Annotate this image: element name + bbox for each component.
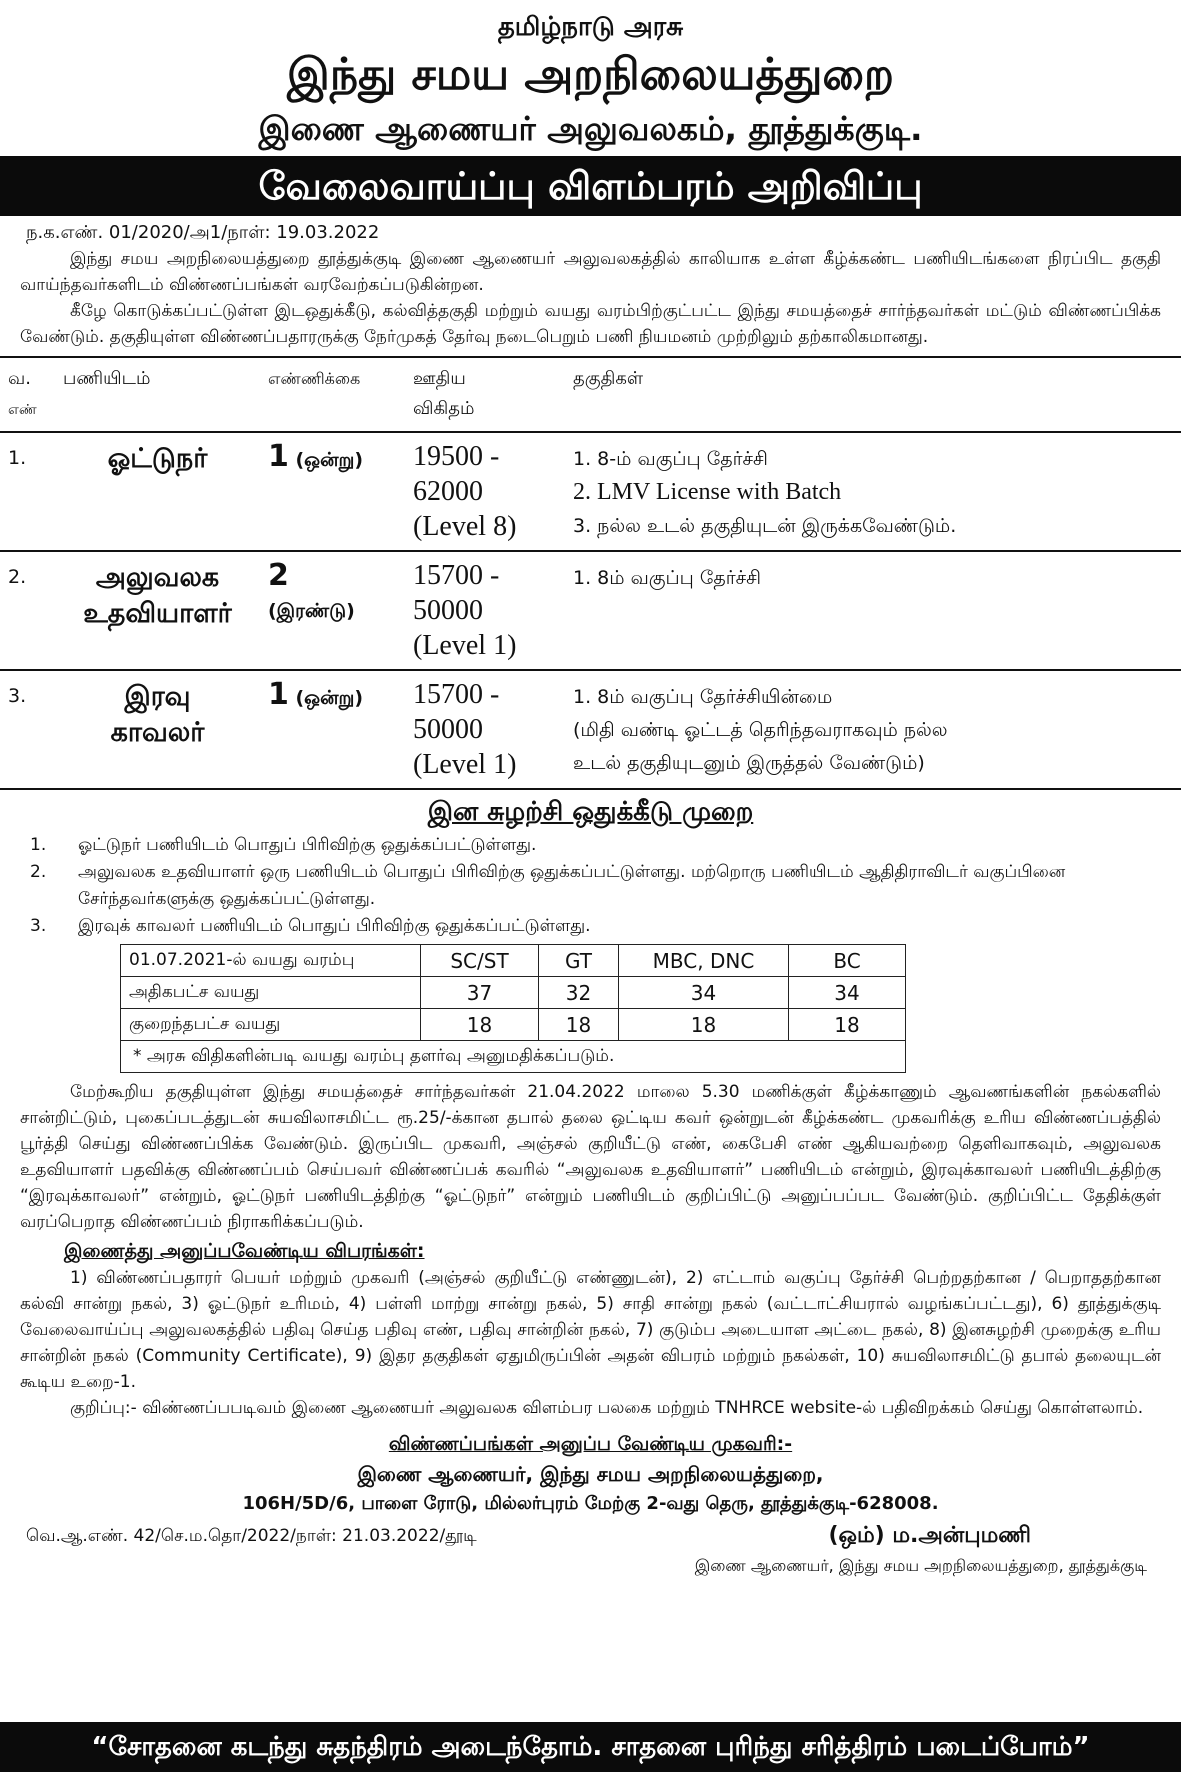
- row-sno: 1.: [0, 432, 55, 551]
- address-line: 106H/5D/6, பாளை ரோடு, மில்லர்புரம் மேற்கு 2-வது தெரு, தூத்துக்குடி-628008.: [242, 1493, 939, 1514]
- department-title: இந்து சமய அறநிலையத்துறை: [287, 49, 894, 100]
- table-row: [0, 670, 1181, 789]
- list-item: 3. இரவுக் காவலர் பணியிடம் பொதுப் பிரிவிற்கு ஒதுக்கப்பட்டுள்ளது.: [30, 916, 591, 936]
- reservation-title: இன சுழற்சி ஒதுக்கீடு முறை: [427, 797, 754, 827]
- intro-paragraph-1: இந்து சமய அறநிலையத்துறை தூத்துக்குடி இணை ஆணையர் அலுவலகத்தில் காலியாக உள்ள கீழ்க்கண்ட பணியிடங்களை நிரப்பிட தகுதி வாய்ந்தவர்களிடம் விண்ணப்பங்கள் வரவேற்கப்படுகின்றன.: [20, 249, 1161, 295]
- address-name: இணை ஆணையர், இந்து சமய அறநிலையத்துறை,: [357, 1462, 824, 1486]
- attachments-title: இணைத்து அனுப்பவேண்டிய விபரங்கள்:: [64, 1240, 425, 1262]
- positions-table: [0, 356, 1181, 790]
- row-count: 1 (ஒன்று): [260, 432, 405, 551]
- row-post: ஓட்டுநர்: [55, 432, 260, 551]
- note-paragraph: குறிப்பு:- விண்ணப்பபடிவம் இணை ஆணையர் அலுவலக விளம்பர பலகை மற்றும் TNHRCE website-ல் பதிவிறக்கம் செய்து கொள்ளலாம்.: [70, 1398, 1144, 1418]
- age-limit-table: [120, 944, 906, 1073]
- row-count: 1 (ஒன்று): [260, 670, 405, 789]
- row-sno: 3.: [0, 670, 55, 789]
- list-item: 2. அலுவலக உதவியாளர் ஒரு பணியிடம் பொதுப் பிரிவிற்கு ஒதுக்கப்பட்டுள்ளது. மற்றொரு பணியிடம் ஆதிதிராவிடர் வகுப்பினை சேர்ந்தவர்களுக்கு ஒதுக்கப்பட்டுள்ளது.: [30, 862, 1066, 909]
- row-sno: 2.: [0, 551, 55, 670]
- signer-designation: இணை ஆணையர், இந்து சமய அறநிலையத்துறை, தூத்துக்குடி: [694, 1556, 1147, 1575]
- address-title: விண்ணப்பங்கள் அனுப்ப வேண்டிய முகவரி:-: [388, 1433, 793, 1455]
- positions-header-row: [0, 357, 1181, 432]
- age-max-row: அதிகபட்ச வயது 37 32 34 34: [121, 977, 906, 1009]
- age-note-row: * அரசு விதிகளின்படி வயது வரம்பு தளர்வு அனுமதிக்கப்படும்.: [121, 1041, 906, 1073]
- col-header-sno: வ. எண்: [0, 357, 55, 432]
- row-post: அலுவலக உதவியாளர்: [55, 551, 260, 670]
- table-row: [0, 432, 1181, 551]
- signature-row: [20, 1521, 1161, 1551]
- instructions-paragraph: மேற்கூறிய தகுதியுள்ள இந்து சமயத்தைச் சார்ந்தவர்கள் 21.04.2022 மாலை 5.30 மணிக்குள் கீழ்க்காணும் ஆவணங்களின் நகல்களில் சான்றிட்டும், புகைப்படத்துடன் சுயவிலாசமிட்ட ரூ.25/-க்கான தபால் தலை ஒட்டிய கவர் ஒன்றுடன் கீழ்க்கண்ட முகவரிக்கு உரிய விண்ணப்பத்தில் பூர்த்தி செய்து விண்ணப்பிக்க வேண்டும். இருப்பிட முகவரி, அஞ்சல் குறியீட்டு எண், கைபேசி எண் ஆகியவற்றை தெளிவாகவும், அலுவலக உதவியாளர் பதவிக்கு விண்ணப்பம் செய்பவர் விண்ணப்பக் கவரில் “அலுவலக உதவியாளர்” பணியிடம் என்றும், இரவுக்காவலர் பணியிடத்திற்கு “இரவுக்காவலர்” என்றும், ஓட்டுநர் பணியிடத்திற்கு “ஓட்டுநர்” என்றும் பணியிடம் குறிப்பிட்டு அனுப்பப்பட வேண்டும். குறிப்பிட்ட தேதிக்குள் வரப்பெறாத விண்ணப்பம் நிராகரிக்கப்படும்.: [20, 1082, 1161, 1232]
- intro-paragraph-2: கீழே கொடுக்கப்பட்டுள்ள இடஒதுக்கீடு, கல்வித்தகுதி மற்றும் வயது வரம்பிற்குட்பட்ட இந்து சமயத்தைச் சார்ந்தவர்கள் மட்டும் விண்ணப்பிக்க வேண்டும். தகுதியுள்ள விண்ணப்பதாரருக்கு நேர்முகத் தேர்வு நடைபெறும் பணி நியமனம் முற்றிலும் தற்காலிகமானது.: [20, 301, 1161, 347]
- age-header-row: 01.07.2021-ல் வயது வரம்பு SC/ST GT MBC, DNC BC: [121, 945, 906, 977]
- office-title: இணை ஆணையர் அலுவலகம், தூத்துக்குடி.: [258, 109, 923, 148]
- row-qualification: 1. 8ம் வகுப்பு தேர்ச்சி: [565, 551, 1181, 670]
- row-qualification: 1. 8-ம் வகுப்பு தேர்ச்சி 2. LMV License with Batch 3. நல்ல உடல் தகுதியுடன் இருக்கவேண்டும்.: [565, 432, 1181, 551]
- row-pay: 19500 - 62000 (Level 8): [405, 432, 565, 551]
- attachments-paragraph: 1) விண்ணப்பதாரர் பெயர் மற்றும் முகவரி (அஞ்சல் குறியீட்டு எண்ணுடன்), 2) எட்டாம் வகுப்பு தேர்ச்சி பெற்றதற்கான / பெறாததற்கான கல்வி சான்று நகல், 3) ஓட்டுநர் உரிமம், 4) பள்ளி மாற்று சான்று நகல், 5) சாதி சான்று நகல் (வட்டாட்சியரால் வழங்கப்பட்டது), 6) தூத்துக்குடி வேலைவாய்ப்பு அலுவலகத்தில் பதிவு செய்த பதிவு எண், பதிவு சான்றின் நகல், 7) குடும்ப அடையாள அட்டை நகல், 8) இனசுழற்சி முறைக்கு உரிய சான்றின் நகல் (Community Certificate), 9) இதர தகுதிகள் ஏதுமிருப்பின் அதன் விபரம் மற்றும் நகல்கள், 10) சுயவிலாசமிட்டு தபால் தலையுடன் கூடிய உறை-1.: [20, 1268, 1161, 1392]
- row-qualification: 1. 8ம் வகுப்பு தேர்ச்சியின்மை (மிதி வண்டி ஓட்டத் தெரிந்தவராகவும் நல்ல உடல் தகுதியுடனும் இருத்தல் வேண்டும்): [565, 670, 1181, 789]
- age-min-row: குறைந்தபட்ச வயது 18 18 18 18: [121, 1009, 906, 1041]
- table-row: [0, 551, 1181, 670]
- col-header-pay: ஊதிய விகிதம்: [405, 357, 565, 432]
- list-item: 1. ஓட்டுநர் பணியிடம் பொதுப் பிரிவிற்கு ஒதுக்கப்பட்டுள்ளது.: [30, 835, 537, 855]
- dispatch-reference: வெ.ஆ.எண். 42/செ.ம.தொ/2022/நாள்: 21.03.2022/தூடி: [26, 1526, 477, 1546]
- notice-banner: வேலைவாய்ப்பு விளம்பரம் அறிவிப்பு: [0, 156, 1181, 216]
- signer-name: (ஒம்) ம.அன்புமணி: [828, 1523, 1031, 1548]
- government-title: தமிழ்நாடு அரசு: [497, 12, 684, 42]
- footer-quote: “சோதனை கடந்து சுதந்திரம் அடைந்தோம். சாதனை புரிந்து சரித்திரம் படைப்போம்”: [0, 1722, 1181, 1772]
- row-post: இரவு காவலர்: [55, 670, 260, 789]
- col-header-qualification: தகுதிகள்: [565, 357, 1181, 432]
- row-count: 2 (இரண்டு): [260, 551, 405, 670]
- row-pay: 15700 - 50000 (Level 1): [405, 551, 565, 670]
- reference-number: ந.க.எண். 01/2020/அ1/நாள்: 19.03.2022: [26, 222, 380, 243]
- col-header-post: பணியிடம்: [55, 357, 260, 432]
- row-pay: 15700 - 50000 (Level 1): [405, 670, 565, 789]
- col-header-count: எண்ணிக்கை: [260, 357, 405, 432]
